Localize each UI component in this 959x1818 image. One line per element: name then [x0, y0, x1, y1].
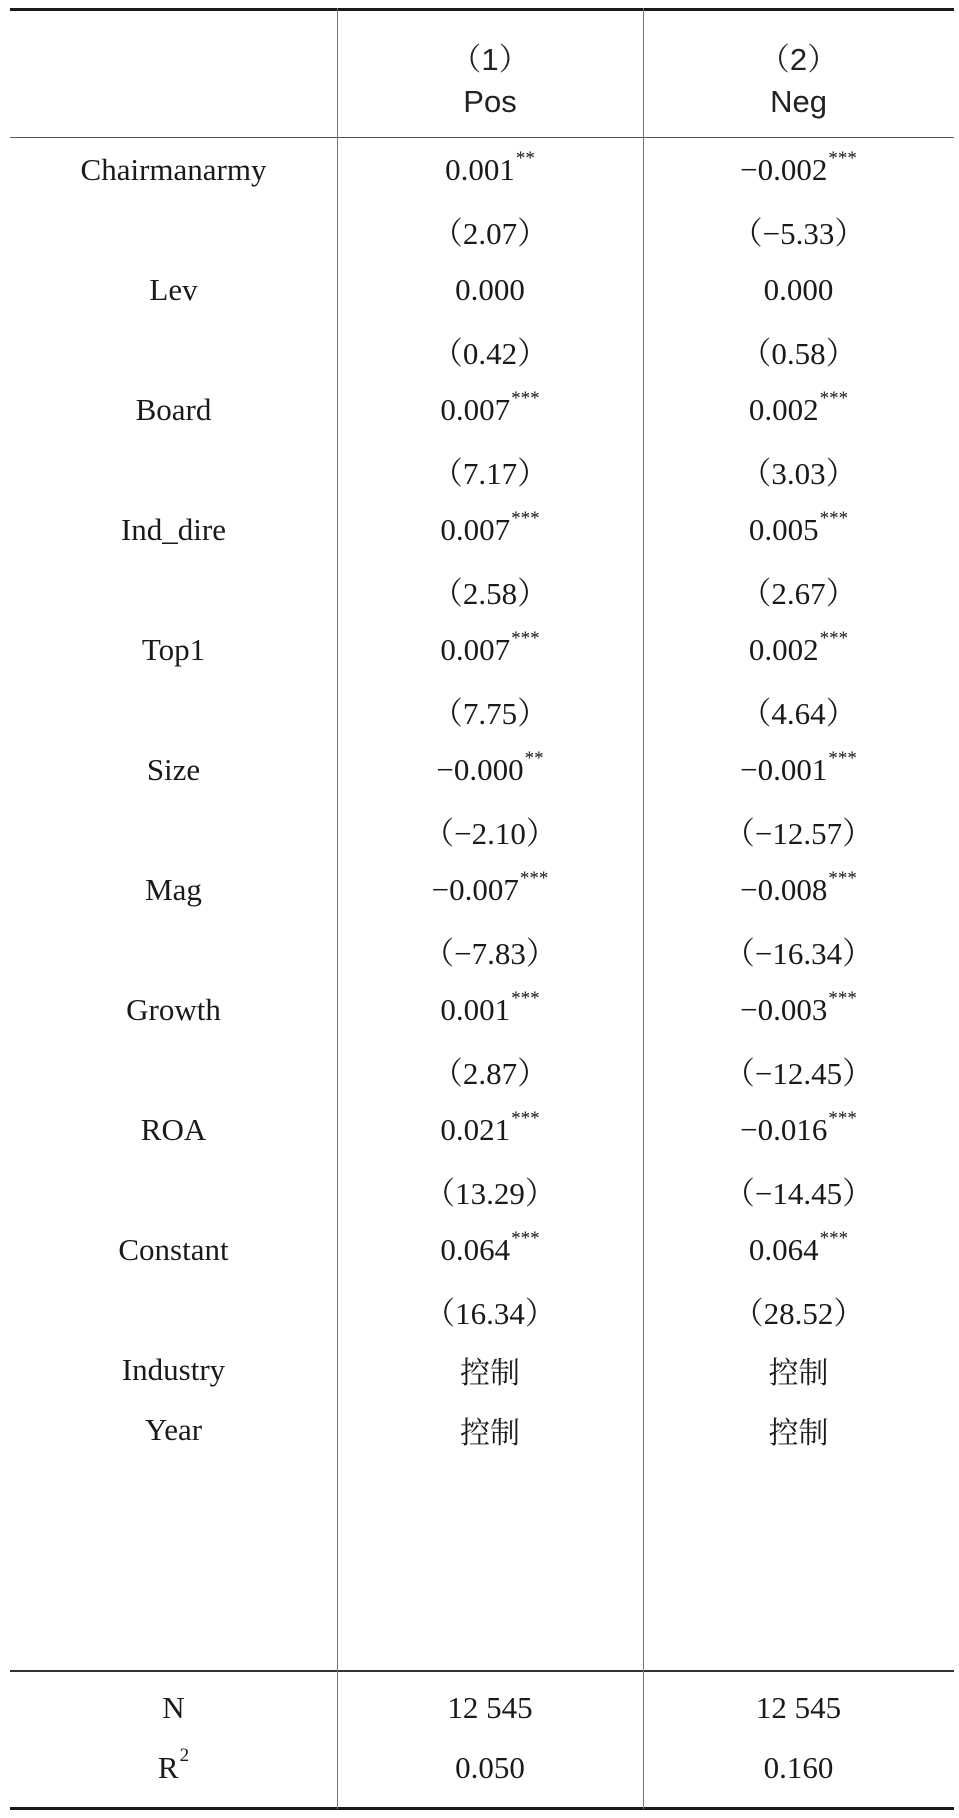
- significance-stars: ***: [819, 628, 849, 649]
- cell-value: 0.007: [440, 392, 511, 427]
- cell-value: Top1: [141, 632, 206, 667]
- cell-value: 0.050: [455, 1750, 525, 1785]
- cell-value: （3.03）: [740, 455, 857, 491]
- cell-value: （4.64）: [740, 695, 857, 731]
- cell-value: 0.064: [748, 1232, 819, 1267]
- cell-value: 0.007: [440, 512, 511, 547]
- cell-value: 0.000: [763, 272, 834, 307]
- row-label: [10, 1733, 337, 1803]
- significance-stars: **: [524, 748, 544, 769]
- cell-value: （0.58）: [740, 335, 857, 371]
- row-label: [10, 1395, 337, 1465]
- significance-stars: ***: [828, 868, 857, 889]
- cell-value: Chairmanarmy: [80, 152, 267, 187]
- cell-value: （0.42）: [431, 335, 549, 371]
- cell-value: （−16.34）: [723, 935, 874, 971]
- cell-value: 0.002: [748, 632, 819, 667]
- cell-value: （−5.33）: [731, 215, 866, 251]
- cell-value: 控制: [768, 1416, 829, 1451]
- column-number: （1）: [450, 42, 530, 77]
- table-row: [10, 1395, 954, 1465]
- cell-value: −0.003: [740, 992, 828, 1027]
- label-superscript: 2: [179, 1745, 190, 1766]
- significance-stars: ***: [511, 988, 540, 1009]
- cell-value: 0.064: [440, 1232, 511, 1267]
- cell-value: −0.007: [431, 872, 519, 907]
- footer-rule: [10, 1670, 954, 1672]
- neg-cell: [643, 1733, 954, 1803]
- bottom-rule: [10, 1807, 954, 1810]
- significance-stars: ***: [511, 388, 540, 409]
- column-name: Pos: [463, 84, 517, 119]
- significance-stars: ***: [828, 1108, 857, 1129]
- cell-value: 0.001: [440, 992, 511, 1027]
- cell-value: Mag: [145, 872, 202, 907]
- top-rule: [10, 8, 954, 11]
- significance-stars: ***: [819, 508, 849, 529]
- cell-value: Year: [144, 1412, 203, 1447]
- column-header-pos: [337, 26, 643, 136]
- cell-value: −0.002: [740, 152, 828, 187]
- cell-value: （2.58）: [431, 575, 549, 611]
- cell-value: 12 545: [755, 1690, 842, 1725]
- cell-value: （28.52）: [732, 1295, 865, 1331]
- significance-stars: ***: [511, 628, 540, 649]
- cell-value: （−12.57）: [723, 815, 874, 851]
- cell-value: −0.001: [740, 752, 828, 787]
- cell-value: （2.07）: [431, 215, 549, 251]
- cell-value: 0.005: [748, 512, 819, 547]
- cell-value: R: [157, 1750, 179, 1785]
- column-header-neg: [643, 26, 954, 136]
- significance-stars: ***: [828, 748, 857, 769]
- significance-stars: ***: [519, 868, 549, 889]
- neg-cell: [643, 1395, 954, 1465]
- pos-cell: [337, 1395, 643, 1465]
- significance-stars: ***: [819, 1228, 849, 1249]
- cell-value: ROA: [140, 1112, 207, 1147]
- cell-value: 控制: [460, 1416, 520, 1451]
- significance-stars: ***: [819, 388, 849, 409]
- cell-value: N: [162, 1690, 185, 1725]
- cell-value: Size: [146, 752, 201, 787]
- cell-value: （−7.83）: [423, 935, 557, 971]
- cell-value: 0.002: [748, 392, 819, 427]
- cell-value: 控制: [460, 1356, 520, 1391]
- cell-value: （−12.45）: [723, 1055, 874, 1091]
- cell-value: （7.75）: [431, 695, 549, 731]
- footer-row: [10, 1733, 954, 1803]
- cell-value: （−14.45）: [723, 1175, 874, 1211]
- column-name: Neg: [770, 84, 827, 119]
- cell-value: 0.001: [445, 152, 515, 187]
- significance-stars: ***: [511, 508, 540, 529]
- significance-stars: ***: [511, 1108, 540, 1129]
- cell-value: Ind_dire: [120, 512, 227, 547]
- cell-value: （16.34）: [424, 1295, 556, 1331]
- significance-stars: **: [515, 148, 535, 169]
- cell-value: Board: [135, 392, 212, 427]
- significance-stars: ***: [511, 1228, 540, 1249]
- significance-stars: ***: [828, 988, 857, 1009]
- cell-value: Lev: [149, 272, 198, 307]
- significance-stars: ***: [828, 148, 857, 169]
- cell-value: （7.17）: [431, 455, 549, 491]
- cell-value: 0.007: [440, 632, 511, 667]
- cell-value: −0.016: [740, 1112, 828, 1147]
- cell-value: 0.000: [455, 272, 525, 307]
- cell-value: 0.021: [440, 1112, 511, 1147]
- cell-value: 控制: [768, 1356, 829, 1391]
- cell-value: 12 545: [447, 1690, 533, 1725]
- cell-value: Industry: [121, 1352, 226, 1387]
- column-number: （2）: [758, 42, 839, 77]
- cell-value: Growth: [126, 992, 221, 1027]
- cell-value: 0.160: [763, 1750, 834, 1785]
- cell-value: Constant: [118, 1232, 229, 1267]
- cell-value: −0.008: [740, 872, 828, 907]
- cell-value: （−2.10）: [423, 815, 557, 851]
- cell-value: −0.000: [436, 752, 524, 787]
- cell-value: （13.29）: [424, 1175, 556, 1211]
- pos-cell: [337, 1733, 643, 1803]
- cell-value: （2.87）: [431, 1055, 549, 1091]
- cell-value: （2.67）: [740, 575, 857, 611]
